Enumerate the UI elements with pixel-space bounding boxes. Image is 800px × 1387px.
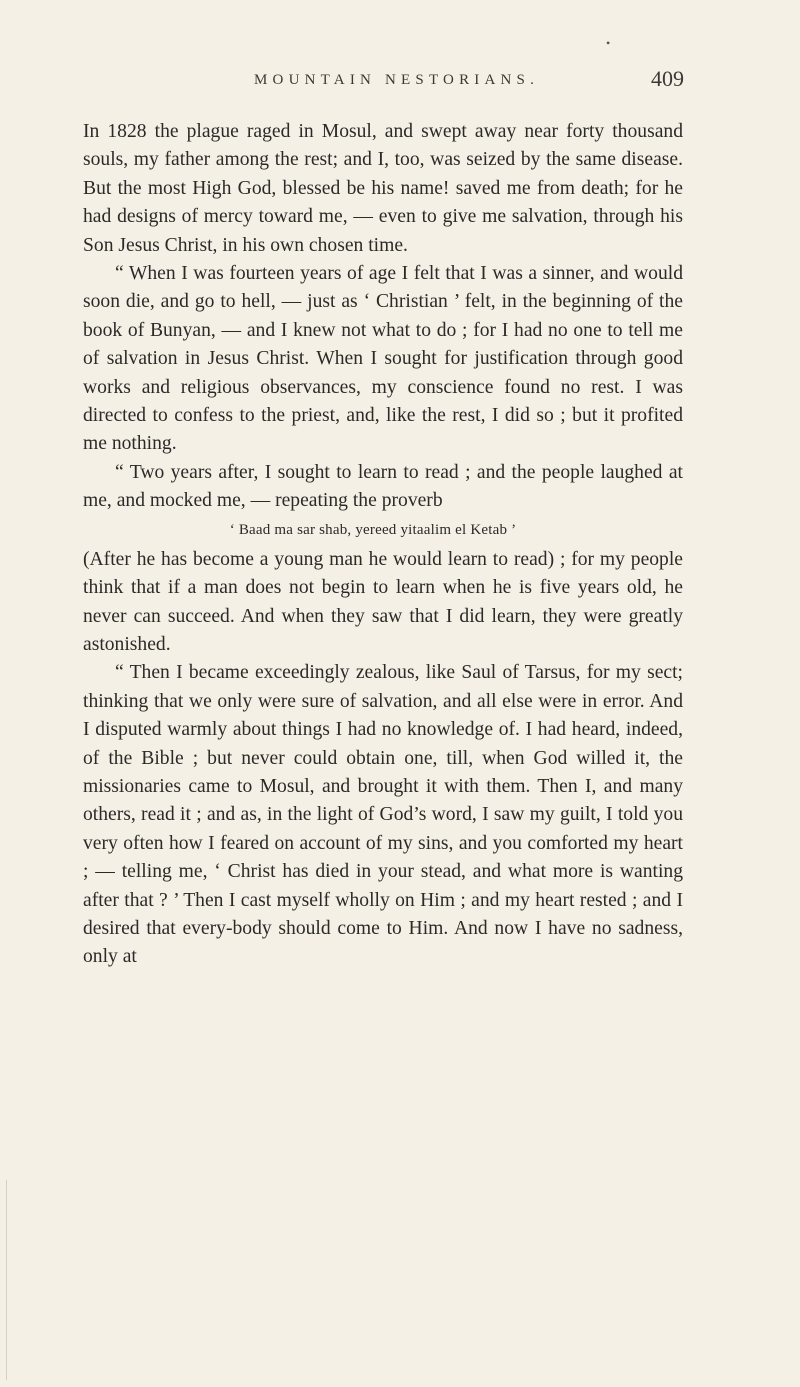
- page-number: 409: [651, 66, 684, 91]
- paragraph-fourteen-years: “ When I was fourteen years of age I felt that I was a sinner, and would soon die, and go to hell, — just as ‘ Christian ’ felt, in the beginning of the book of Bunyan, — and I knew not what to do ; for I had no one to tell me of salvation in Jesus Christ. When I sought for justification through good works and religious observances, my conscience found no rest. I was directed to confess to the priest, and, like the rest, I did so ; but it profited me nothing.: [83, 263, 683, 455]
- page-edge-shadow: [6, 1180, 7, 1380]
- ink-speck: •: [606, 36, 611, 50]
- paragraph-plague: In 1828 the plague raged in Mosul, and swept away near forty thousand souls, my father among the rest; and I, too, was seized by the same disease. But the most High God, blessed be his name! saved me from death; for he had designs of mercy toward me, — even to give me salvation, through his Son Jesus Christ, in his own chosen time.: [83, 121, 683, 256]
- page-header: [254, 66, 684, 96]
- running-head: MOUNTAIN NESTORIANS.: [254, 72, 540, 88]
- paragraph-after-proverb: (After he has become a young man he would learn to read) ; for my people think that if a man does not begin to learn when he is five years old, he never can succeed. And when they saw that I did learn, they were greatly astonished.: [83, 548, 683, 655]
- paragraph-zealous: “ Then I became exceedingly zealous, like Saul of Tarsus, for my sect; thinking that we only were sure of salvation, and all else were in error. And I disputed warmly about things I had no knowledge of. I had heard, indeed, of the Bible ; but never could obtain one, till, when God willed it, the missionaries came to Mosul, and brought it with them. Then I, and many others, read it ; and as, in the light of God’s word, I saw my guilt, I told you very often how I feared on account of my sins, and you comforted my heart ; — telling me, ‘ Christ has died in your stead, and what more is wanting after that ? ’ Then I cast myself wholly on Him ; and my heart rested ; and I desired that every-body should come to Him. And now I have no sadness, only at: [83, 662, 683, 968]
- body-text: [83, 118, 683, 972]
- paragraph-learn-to-read: “ Two years after, I sought to learn to read ; and the people laughed at me, and mocked me, — repeating the proverb: [83, 461, 683, 512]
- proverb-quote: ‘ Baad ma sar shab, yereed yitaalim el Ketab ’: [229, 521, 517, 538]
